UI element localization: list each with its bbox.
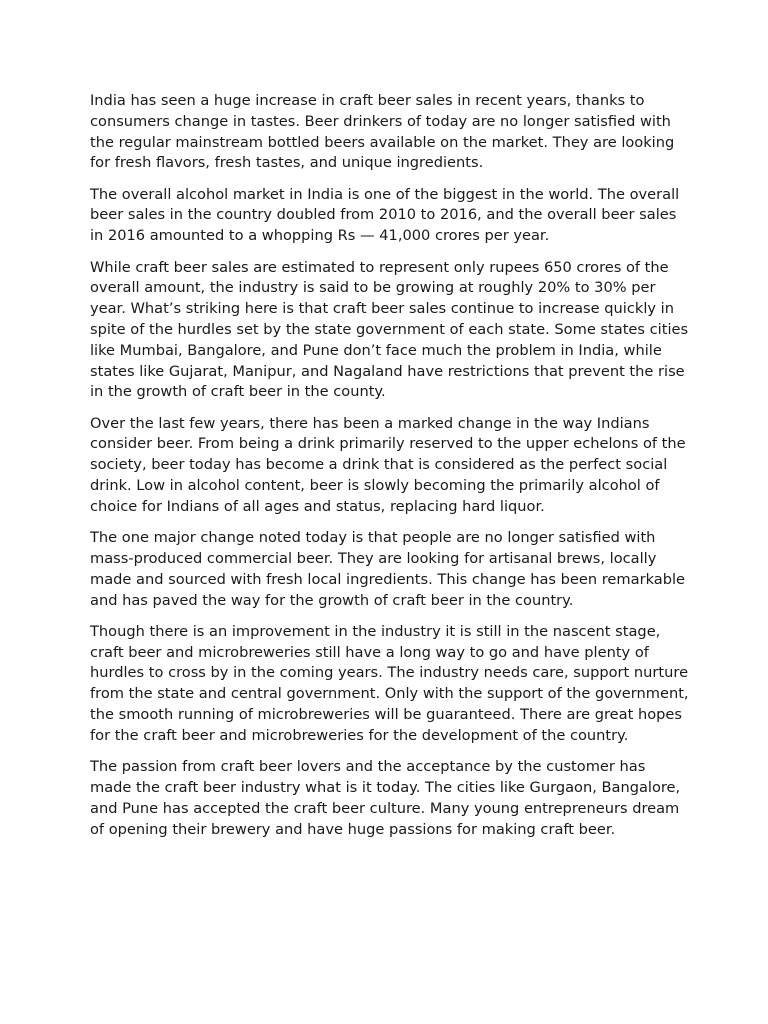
paragraph-1: India has seen a huge increase in craft beer sales in recent years, thanks to consumers change in tastes. Beer drinkers of today are no longer satisfied with the regular mainstream bottled beers available on the market. They are looking for fresh flavors, fresh tastes, and unique ingredients. xyxy=(90,92,675,172)
paragraph-7: The passion from craft beer lovers and the acceptance by the customer has made the craft beer industry what is it today. The cities like Gurgaon, Bangalore, and Pune has accepted the craft beer culture. Many young entrepreneurs dream of opening their brewery and have huge passions for making craft beer. xyxy=(90,758,681,838)
paragraph-2: The overall alcohol market in India is one of the biggest in the world. The overall beer sales in the country doubled from 2010 to 2016, and the overall beer sales in 2016 amounted to a whopping Rs — 41,000 crores per year. xyxy=(90,185,680,245)
paragraph-5: The one major change noted today is that people are no longer satisfied with mass-produced commercial beer. They are looking for artisanal brews, locally made and sourced with fresh local ingredients. This change has been remarkable and has paved the way for the growth of craft beer in the country. xyxy=(90,529,686,609)
paragraph-3: While craft beer sales are estimated to represent only rupees 650 crores of the overall amount, the industry is said to be growing at roughly 20% to 30% per year. What’s striking here is that craft beer sales continue to increase quickly in spite of the hurdles set by the state government of each state. Some states cities like Mumbai, Bangalore, and Pune don’t face much the problem in India, while states like Gujarat, Manipur, and Nagaland have restrictions that prevent the rise in the growth of craft beer in the county. xyxy=(90,258,689,401)
paragraph-6: Though there is an improvement in the industry it is still in the nascent stage, craft beer and microbreweries still have a long way to go and have plenty of hurdles to cross by in the coming years. The industry needs care, support nurture from the state and central government. Only with the support of the government, the smooth running of microbreweries will be guaranteed. There are great hopes for the craft beer and microbreweries for the development of the country. xyxy=(90,622,689,744)
document-body xyxy=(90,91,690,851)
paragraph-4: Over the last few years, there has been a marked change in the way Indians consider beer. From being a drink primarily reserved to the upper echelons of the society, beer today has become a drink that is considered as the perfect social drink. Low in alcohol content, beer is slowly becoming the primarily alcohol of choice for Indians of all ages and status, replacing hard liquor. xyxy=(90,414,686,515)
